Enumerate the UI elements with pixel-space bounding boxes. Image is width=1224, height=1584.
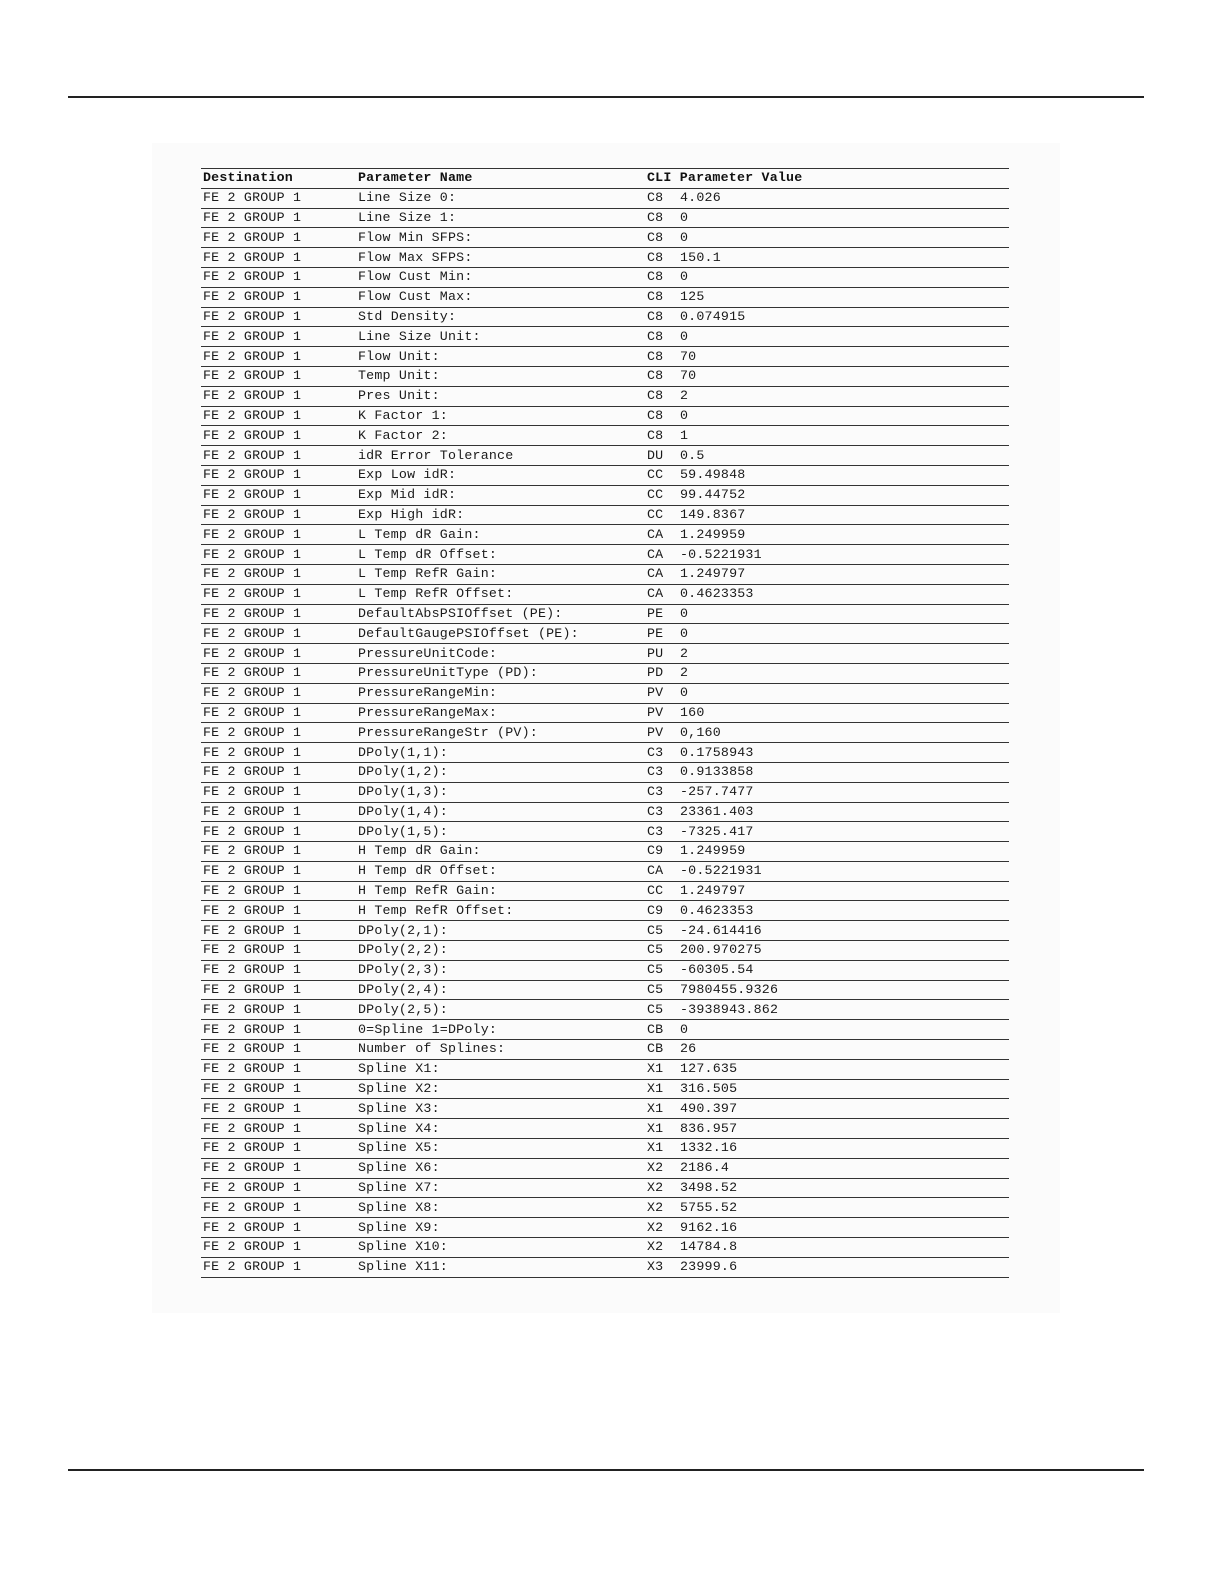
destination-cell: FE 2 GROUP 1 <box>201 1158 356 1178</box>
page-footer-rule <box>68 1469 1144 1471</box>
table-row <box>201 386 1009 406</box>
parameter-name-cell: DPoly(1,1): <box>356 743 645 763</box>
cli-code-cell: CC <box>645 485 678 505</box>
destination-cell: FE 2 GROUP 1 <box>201 762 356 782</box>
parameter-value-cell: 99.44752 <box>678 485 1009 505</box>
destination-cell: FE 2 GROUP 1 <box>201 624 356 644</box>
parameter-name-cell: Exp Mid idR: <box>356 485 645 505</box>
destination-cell: FE 2 GROUP 1 <box>201 347 356 367</box>
destination-cell: FE 2 GROUP 1 <box>201 267 356 287</box>
cli-code-cell: PU <box>645 644 678 664</box>
table-row <box>201 1139 1009 1159</box>
table-row <box>201 941 1009 961</box>
parameter-name-cell: K Factor 2: <box>356 426 645 446</box>
table-row <box>201 683 1009 703</box>
destination-cell: FE 2 GROUP 1 <box>201 822 356 842</box>
parameter-name-cell: Flow Max SFPS: <box>356 248 645 268</box>
cli-code-cell: CB <box>645 1020 678 1040</box>
cli-code-cell: CA <box>645 584 678 604</box>
cli-code-cell: C5 <box>645 1000 678 1020</box>
table-row <box>201 802 1009 822</box>
cli-code-cell: X1 <box>645 1079 678 1099</box>
cli-code-cell: X1 <box>645 1119 678 1139</box>
destination-cell: FE 2 GROUP 1 <box>201 1139 356 1159</box>
parameter-name-cell: DefaultAbsPSIOffset (PE): <box>356 604 645 624</box>
cli-code-cell: PV <box>645 683 678 703</box>
destination-cell: FE 2 GROUP 1 <box>201 921 356 941</box>
cli-code-cell: DU <box>645 446 678 466</box>
table-body <box>201 188 1009 1277</box>
parameter-name-header: Parameter Name <box>356 169 645 189</box>
parameter-name-cell: Flow Min SFPS: <box>356 228 645 248</box>
parameter-name-cell: L Temp dR Offset: <box>356 545 645 565</box>
cli-code-cell: CC <box>645 465 678 485</box>
destination-cell: FE 2 GROUP 1 <box>201 960 356 980</box>
destination-cell: FE 2 GROUP 1 <box>201 1059 356 1079</box>
destination-cell: FE 2 GROUP 1 <box>201 1178 356 1198</box>
destination-cell: FE 2 GROUP 1 <box>201 1218 356 1238</box>
cli-code-cell: X1 <box>645 1139 678 1159</box>
parameter-name-cell: DPoly(2,2): <box>356 941 645 961</box>
parameter-name-cell: DPoly(1,4): <box>356 802 645 822</box>
table-row <box>201 901 1009 921</box>
parameter-value-cell: 70 <box>678 347 1009 367</box>
parameter-value-cell: -3938943.862 <box>678 1000 1009 1020</box>
destination-cell: FE 2 GROUP 1 <box>201 663 356 683</box>
cli-code-cell: C3 <box>645 743 678 763</box>
parameter-value-cell: 150.1 <box>678 248 1009 268</box>
destination-cell: FE 2 GROUP 1 <box>201 683 356 703</box>
cli-code-cell: X1 <box>645 1059 678 1079</box>
parameter-value-cell: 490.397 <box>678 1099 1009 1119</box>
table-row <box>201 248 1009 268</box>
destination-cell: FE 2 GROUP 1 <box>201 782 356 802</box>
cli-code-cell: X2 <box>645 1158 678 1178</box>
table-row <box>201 426 1009 446</box>
table-row <box>201 228 1009 248</box>
table-header-row <box>201 169 1009 189</box>
parameter-value-cell: 125 <box>678 287 1009 307</box>
destination-cell: FE 2 GROUP 1 <box>201 564 356 584</box>
parameter-value-cell: 2 <box>678 386 1009 406</box>
table-row <box>201 960 1009 980</box>
cli-code-cell: CC <box>645 881 678 901</box>
parameter-name-cell: Flow Cust Min: <box>356 267 645 287</box>
table-row <box>201 644 1009 664</box>
table-row <box>201 347 1009 367</box>
destination-cell: FE 2 GROUP 1 <box>201 248 356 268</box>
destination-cell: FE 2 GROUP 1 <box>201 861 356 881</box>
parameter-value-cell: 2186.4 <box>678 1158 1009 1178</box>
destination-cell: FE 2 GROUP 1 <box>201 426 356 446</box>
parameter-name-cell: DPoly(2,5): <box>356 1000 645 1020</box>
page-header-rule <box>68 96 1144 98</box>
table-row <box>201 406 1009 426</box>
table-row <box>201 604 1009 624</box>
cli-code-cell: X3 <box>645 1257 678 1277</box>
table-row <box>201 327 1009 347</box>
table-row <box>201 782 1009 802</box>
parameter-name-cell: Number of Splines: <box>356 1040 645 1060</box>
table-row <box>201 366 1009 386</box>
parameter-name-cell: Line Size 0: <box>356 188 645 208</box>
destination-cell: FE 2 GROUP 1 <box>201 980 356 1000</box>
parameter-value-cell: 316.505 <box>678 1079 1009 1099</box>
parameter-value-cell: -24.614416 <box>678 921 1009 941</box>
destination-cell: FE 2 GROUP 1 <box>201 545 356 565</box>
cli-code-cell: CA <box>645 564 678 584</box>
cli-code-cell: C8 <box>645 366 678 386</box>
destination-cell: FE 2 GROUP 1 <box>201 327 356 347</box>
destination-cell: FE 2 GROUP 1 <box>201 287 356 307</box>
parameter-value-cell: 0.074915 <box>678 307 1009 327</box>
cli-code-cell: C3 <box>645 802 678 822</box>
cli-code-cell: X1 <box>645 1099 678 1119</box>
parameter-name-cell: Pres Unit: <box>356 386 645 406</box>
table-row <box>201 1238 1009 1258</box>
parameter-name-cell: DPoly(2,4): <box>356 980 645 1000</box>
parameter-name-cell: PressureUnitType (PD): <box>356 663 645 683</box>
cli-code-cell: C5 <box>645 941 678 961</box>
destination-cell: FE 2 GROUP 1 <box>201 881 356 901</box>
table-row <box>201 1218 1009 1238</box>
destination-cell: FE 2 GROUP 1 <box>201 1198 356 1218</box>
table-row <box>201 287 1009 307</box>
table-row <box>201 584 1009 604</box>
cli-code-cell: CA <box>645 525 678 545</box>
cli-code-cell: C5 <box>645 960 678 980</box>
cli-code-cell: C8 <box>645 406 678 426</box>
parameter-name-cell: H Temp RefR Offset: <box>356 901 645 921</box>
table-row <box>201 980 1009 1000</box>
destination-cell: FE 2 GROUP 1 <box>201 901 356 921</box>
table-row <box>201 1099 1009 1119</box>
destination-cell: FE 2 GROUP 1 <box>201 604 356 624</box>
parameter-value-cell: 0.1758943 <box>678 743 1009 763</box>
table-row <box>201 525 1009 545</box>
parameter-name-cell: Spline X7: <box>356 1178 645 1198</box>
cli-code-cell: PV <box>645 703 678 723</box>
parameter-value-cell: 2 <box>678 663 1009 683</box>
parameter-name-cell: PressureRangeStr (PV): <box>356 723 645 743</box>
table-row <box>201 188 1009 208</box>
parameter-value-cell: 0 <box>678 228 1009 248</box>
parameter-value-cell: 14784.8 <box>678 1238 1009 1258</box>
parameter-value-cell: 127.635 <box>678 1059 1009 1079</box>
parameter-value-cell: -0.5221931 <box>678 861 1009 881</box>
parameter-value-cell: 0.4623353 <box>678 584 1009 604</box>
parameter-value-cell: 1.249959 <box>678 525 1009 545</box>
parameter-value-cell: 0 <box>678 406 1009 426</box>
table-row <box>201 545 1009 565</box>
parameter-name-cell: Spline X3: <box>356 1099 645 1119</box>
table-row <box>201 723 1009 743</box>
parameter-name-cell: Temp Unit: <box>356 366 645 386</box>
cli-code-cell: C3 <box>645 762 678 782</box>
parameter-name-cell: H Temp dR Gain: <box>356 842 645 862</box>
table-row <box>201 842 1009 862</box>
parameter-name-cell: Exp High idR: <box>356 505 645 525</box>
destination-cell: FE 2 GROUP 1 <box>201 1020 356 1040</box>
parameter-value-cell: 200.970275 <box>678 941 1009 961</box>
cli-code-cell: C8 <box>645 188 678 208</box>
parameter-value-cell: 4.026 <box>678 188 1009 208</box>
parameter-name-cell: Spline X6: <box>356 1158 645 1178</box>
parameter-value-cell: 0.4623353 <box>678 901 1009 921</box>
parameter-name-cell: K Factor 1: <box>356 406 645 426</box>
table-row <box>201 861 1009 881</box>
cli-code-cell: X2 <box>645 1238 678 1258</box>
destination-cell: FE 2 GROUP 1 <box>201 228 356 248</box>
destination-cell: FE 2 GROUP 1 <box>201 743 356 763</box>
destination-cell: FE 2 GROUP 1 <box>201 1040 356 1060</box>
parameter-name-cell: Flow Cust Max: <box>356 287 645 307</box>
destination-cell: FE 2 GROUP 1 <box>201 307 356 327</box>
destination-cell: FE 2 GROUP 1 <box>201 584 356 604</box>
table-row <box>201 1059 1009 1079</box>
destination-cell: FE 2 GROUP 1 <box>201 723 356 743</box>
table-row <box>201 1119 1009 1139</box>
table-row <box>201 446 1009 466</box>
parameter-name-cell: DPoly(1,2): <box>356 762 645 782</box>
parameter-value-cell: 70 <box>678 366 1009 386</box>
parameter-value-cell: 0 <box>678 683 1009 703</box>
parameter-name-cell: Exp Low idR: <box>356 465 645 485</box>
parameter-name-cell: PressureUnitCode: <box>356 644 645 664</box>
parameter-name-cell: DPoly(2,3): <box>356 960 645 980</box>
parameter-name-cell: L Temp RefR Gain: <box>356 564 645 584</box>
parameter-name-cell: Spline X5: <box>356 1139 645 1159</box>
cli-code-cell: PE <box>645 624 678 644</box>
parameter-value-cell: 23361.403 <box>678 802 1009 822</box>
parameter-value-cell: 23999.6 <box>678 1257 1009 1277</box>
cli-code-cell: CB <box>645 1040 678 1060</box>
table-row <box>201 663 1009 683</box>
cli-code-cell: X2 <box>645 1218 678 1238</box>
cli-code-cell: C3 <box>645 782 678 802</box>
parameter-name-cell: DPoly(1,3): <box>356 782 645 802</box>
parameter-value-cell: 0.5 <box>678 446 1009 466</box>
cli-code-cell: CA <box>645 861 678 881</box>
parameter-name-cell: L Temp RefR Offset: <box>356 584 645 604</box>
cli-code-cell: PV <box>645 723 678 743</box>
parameter-name-cell: Spline X4: <box>356 1119 645 1139</box>
parameter-value-cell: -0.5221931 <box>678 545 1009 565</box>
cli-code-cell: C8 <box>645 426 678 446</box>
table-row <box>201 1158 1009 1178</box>
table-row <box>201 1020 1009 1040</box>
cli-parameter-value-header: CLI Parameter Value <box>645 169 1009 189</box>
cli-code-cell: X2 <box>645 1198 678 1218</box>
parameter-name-cell: Spline X1: <box>356 1059 645 1079</box>
parameter-value-cell: 0 <box>678 1020 1009 1040</box>
parameter-value-cell: 1332.16 <box>678 1139 1009 1159</box>
destination-cell: FE 2 GROUP 1 <box>201 525 356 545</box>
parameter-value-cell: 1.249797 <box>678 881 1009 901</box>
destination-cell: FE 2 GROUP 1 <box>201 1079 356 1099</box>
parameter-name-cell: Line Size Unit: <box>356 327 645 347</box>
parameter-value-cell: 0 <box>678 267 1009 287</box>
table-row <box>201 703 1009 723</box>
table-row <box>201 208 1009 228</box>
parameter-value-cell: 0 <box>678 624 1009 644</box>
table-row <box>201 921 1009 941</box>
destination-header: Destination <box>201 169 356 189</box>
destination-cell: FE 2 GROUP 1 <box>201 941 356 961</box>
parameter-value-cell: -257.7477 <box>678 782 1009 802</box>
destination-cell: FE 2 GROUP 1 <box>201 446 356 466</box>
cli-code-cell: PD <box>645 663 678 683</box>
table-row <box>201 822 1009 842</box>
parameter-value-cell: 0 <box>678 327 1009 347</box>
destination-cell: FE 2 GROUP 1 <box>201 188 356 208</box>
cli-code-cell: C9 <box>645 842 678 862</box>
table-row <box>201 762 1009 782</box>
destination-cell: FE 2 GROUP 1 <box>201 1238 356 1258</box>
parameter-name-cell: idR Error Tolerance <box>356 446 645 466</box>
table-row <box>201 1198 1009 1218</box>
cli-code-cell: C8 <box>645 307 678 327</box>
table-row <box>201 485 1009 505</box>
parameter-value-cell: 0 <box>678 604 1009 624</box>
parameter-name-cell: H Temp RefR Gain: <box>356 881 645 901</box>
destination-cell: FE 2 GROUP 1 <box>201 485 356 505</box>
parameter-name-cell: Line Size 1: <box>356 208 645 228</box>
destination-cell: FE 2 GROUP 1 <box>201 802 356 822</box>
parameter-value-cell: -7325.417 <box>678 822 1009 842</box>
table-row <box>201 307 1009 327</box>
parameter-name-cell: Std Density: <box>356 307 645 327</box>
destination-cell: FE 2 GROUP 1 <box>201 1257 356 1277</box>
cli-code-cell: C9 <box>645 901 678 921</box>
cli-code-cell: C8 <box>645 267 678 287</box>
cli-code-cell: CC <box>645 505 678 525</box>
table-row <box>201 1079 1009 1099</box>
destination-cell: FE 2 GROUP 1 <box>201 208 356 228</box>
table-row <box>201 267 1009 287</box>
destination-cell: FE 2 GROUP 1 <box>201 386 356 406</box>
parameter-value-cell: 5755.52 <box>678 1198 1009 1218</box>
destination-cell: FE 2 GROUP 1 <box>201 842 356 862</box>
parameter-name-cell: Flow Unit: <box>356 347 645 367</box>
parameter-value-cell: -60305.54 <box>678 960 1009 980</box>
parameter-name-cell: Spline X2: <box>356 1079 645 1099</box>
destination-cell: FE 2 GROUP 1 <box>201 1000 356 1020</box>
parameter-value-cell: 0,160 <box>678 723 1009 743</box>
parameter-value-cell: 836.957 <box>678 1119 1009 1139</box>
parameter-value-cell: 0.9133858 <box>678 762 1009 782</box>
parameter-value-cell: 160 <box>678 703 1009 723</box>
parameter-value-cell: 9162.16 <box>678 1218 1009 1238</box>
destination-cell: FE 2 GROUP 1 <box>201 644 356 664</box>
parameter-name-cell: Spline X11: <box>356 1257 645 1277</box>
parameter-value-cell: 0 <box>678 208 1009 228</box>
destination-cell: FE 2 GROUP 1 <box>201 406 356 426</box>
cli-code-cell: C3 <box>645 822 678 842</box>
cli-code-cell: C5 <box>645 921 678 941</box>
cli-code-cell: C8 <box>645 287 678 307</box>
table-row <box>201 505 1009 525</box>
parameter-value-cell: 1.249959 <box>678 842 1009 862</box>
parameter-name-cell: PressureRangeMin: <box>356 683 645 703</box>
cli-code-cell: PE <box>645 604 678 624</box>
destination-cell: FE 2 GROUP 1 <box>201 465 356 485</box>
table-row <box>201 881 1009 901</box>
cli-code-cell: C8 <box>645 327 678 347</box>
parameter-name-cell: L Temp dR Gain: <box>356 525 645 545</box>
table-row <box>201 624 1009 644</box>
parameter-value-cell: 7980455.9326 <box>678 980 1009 1000</box>
parameter-value-cell: 26 <box>678 1040 1009 1060</box>
table-row <box>201 564 1009 584</box>
table-row <box>201 1040 1009 1060</box>
destination-cell: FE 2 GROUP 1 <box>201 366 356 386</box>
parameter-name-cell: DPoly(1,5): <box>356 822 645 842</box>
parameter-name-cell: Spline X10: <box>356 1238 645 1258</box>
cli-code-cell: C8 <box>645 228 678 248</box>
cli-code-cell: CA <box>645 545 678 565</box>
cli-code-cell: C8 <box>645 386 678 406</box>
parameter-value-cell: 1 <box>678 426 1009 446</box>
destination-cell: FE 2 GROUP 1 <box>201 703 356 723</box>
parameter-value-cell: 59.49848 <box>678 465 1009 485</box>
cli-code-cell: X2 <box>645 1178 678 1198</box>
destination-cell: FE 2 GROUP 1 <box>201 1099 356 1119</box>
parameter-value-cell: 2 <box>678 644 1009 664</box>
cli-code-cell: C8 <box>645 347 678 367</box>
table-row <box>201 743 1009 763</box>
table-row <box>201 465 1009 485</box>
table-row <box>201 1178 1009 1198</box>
parameter-value-cell: 1.249797 <box>678 564 1009 584</box>
destination-cell: FE 2 GROUP 1 <box>201 1119 356 1139</box>
cli-code-cell: C8 <box>645 208 678 228</box>
parameter-name-cell: H Temp dR Offset: <box>356 861 645 881</box>
cli-code-cell: C5 <box>645 980 678 1000</box>
parameter-table <box>201 168 1009 1278</box>
parameter-value-cell: 3498.52 <box>678 1178 1009 1198</box>
destination-cell: FE 2 GROUP 1 <box>201 505 356 525</box>
table-row <box>201 1000 1009 1020</box>
parameter-name-cell: DPoly(2,1): <box>356 921 645 941</box>
parameter-name-cell: Spline X9: <box>356 1218 645 1238</box>
parameter-name-cell: 0=Spline 1=DPoly: <box>356 1020 645 1040</box>
table-row <box>201 1257 1009 1277</box>
parameter-value-cell: 149.8367 <box>678 505 1009 525</box>
parameter-name-cell: PressureRangeMax: <box>356 703 645 723</box>
cli-code-cell: C8 <box>645 248 678 268</box>
parameter-name-cell: Spline X8: <box>356 1198 645 1218</box>
parameter-name-cell: DefaultGaugePSIOffset (PE): <box>356 624 645 644</box>
